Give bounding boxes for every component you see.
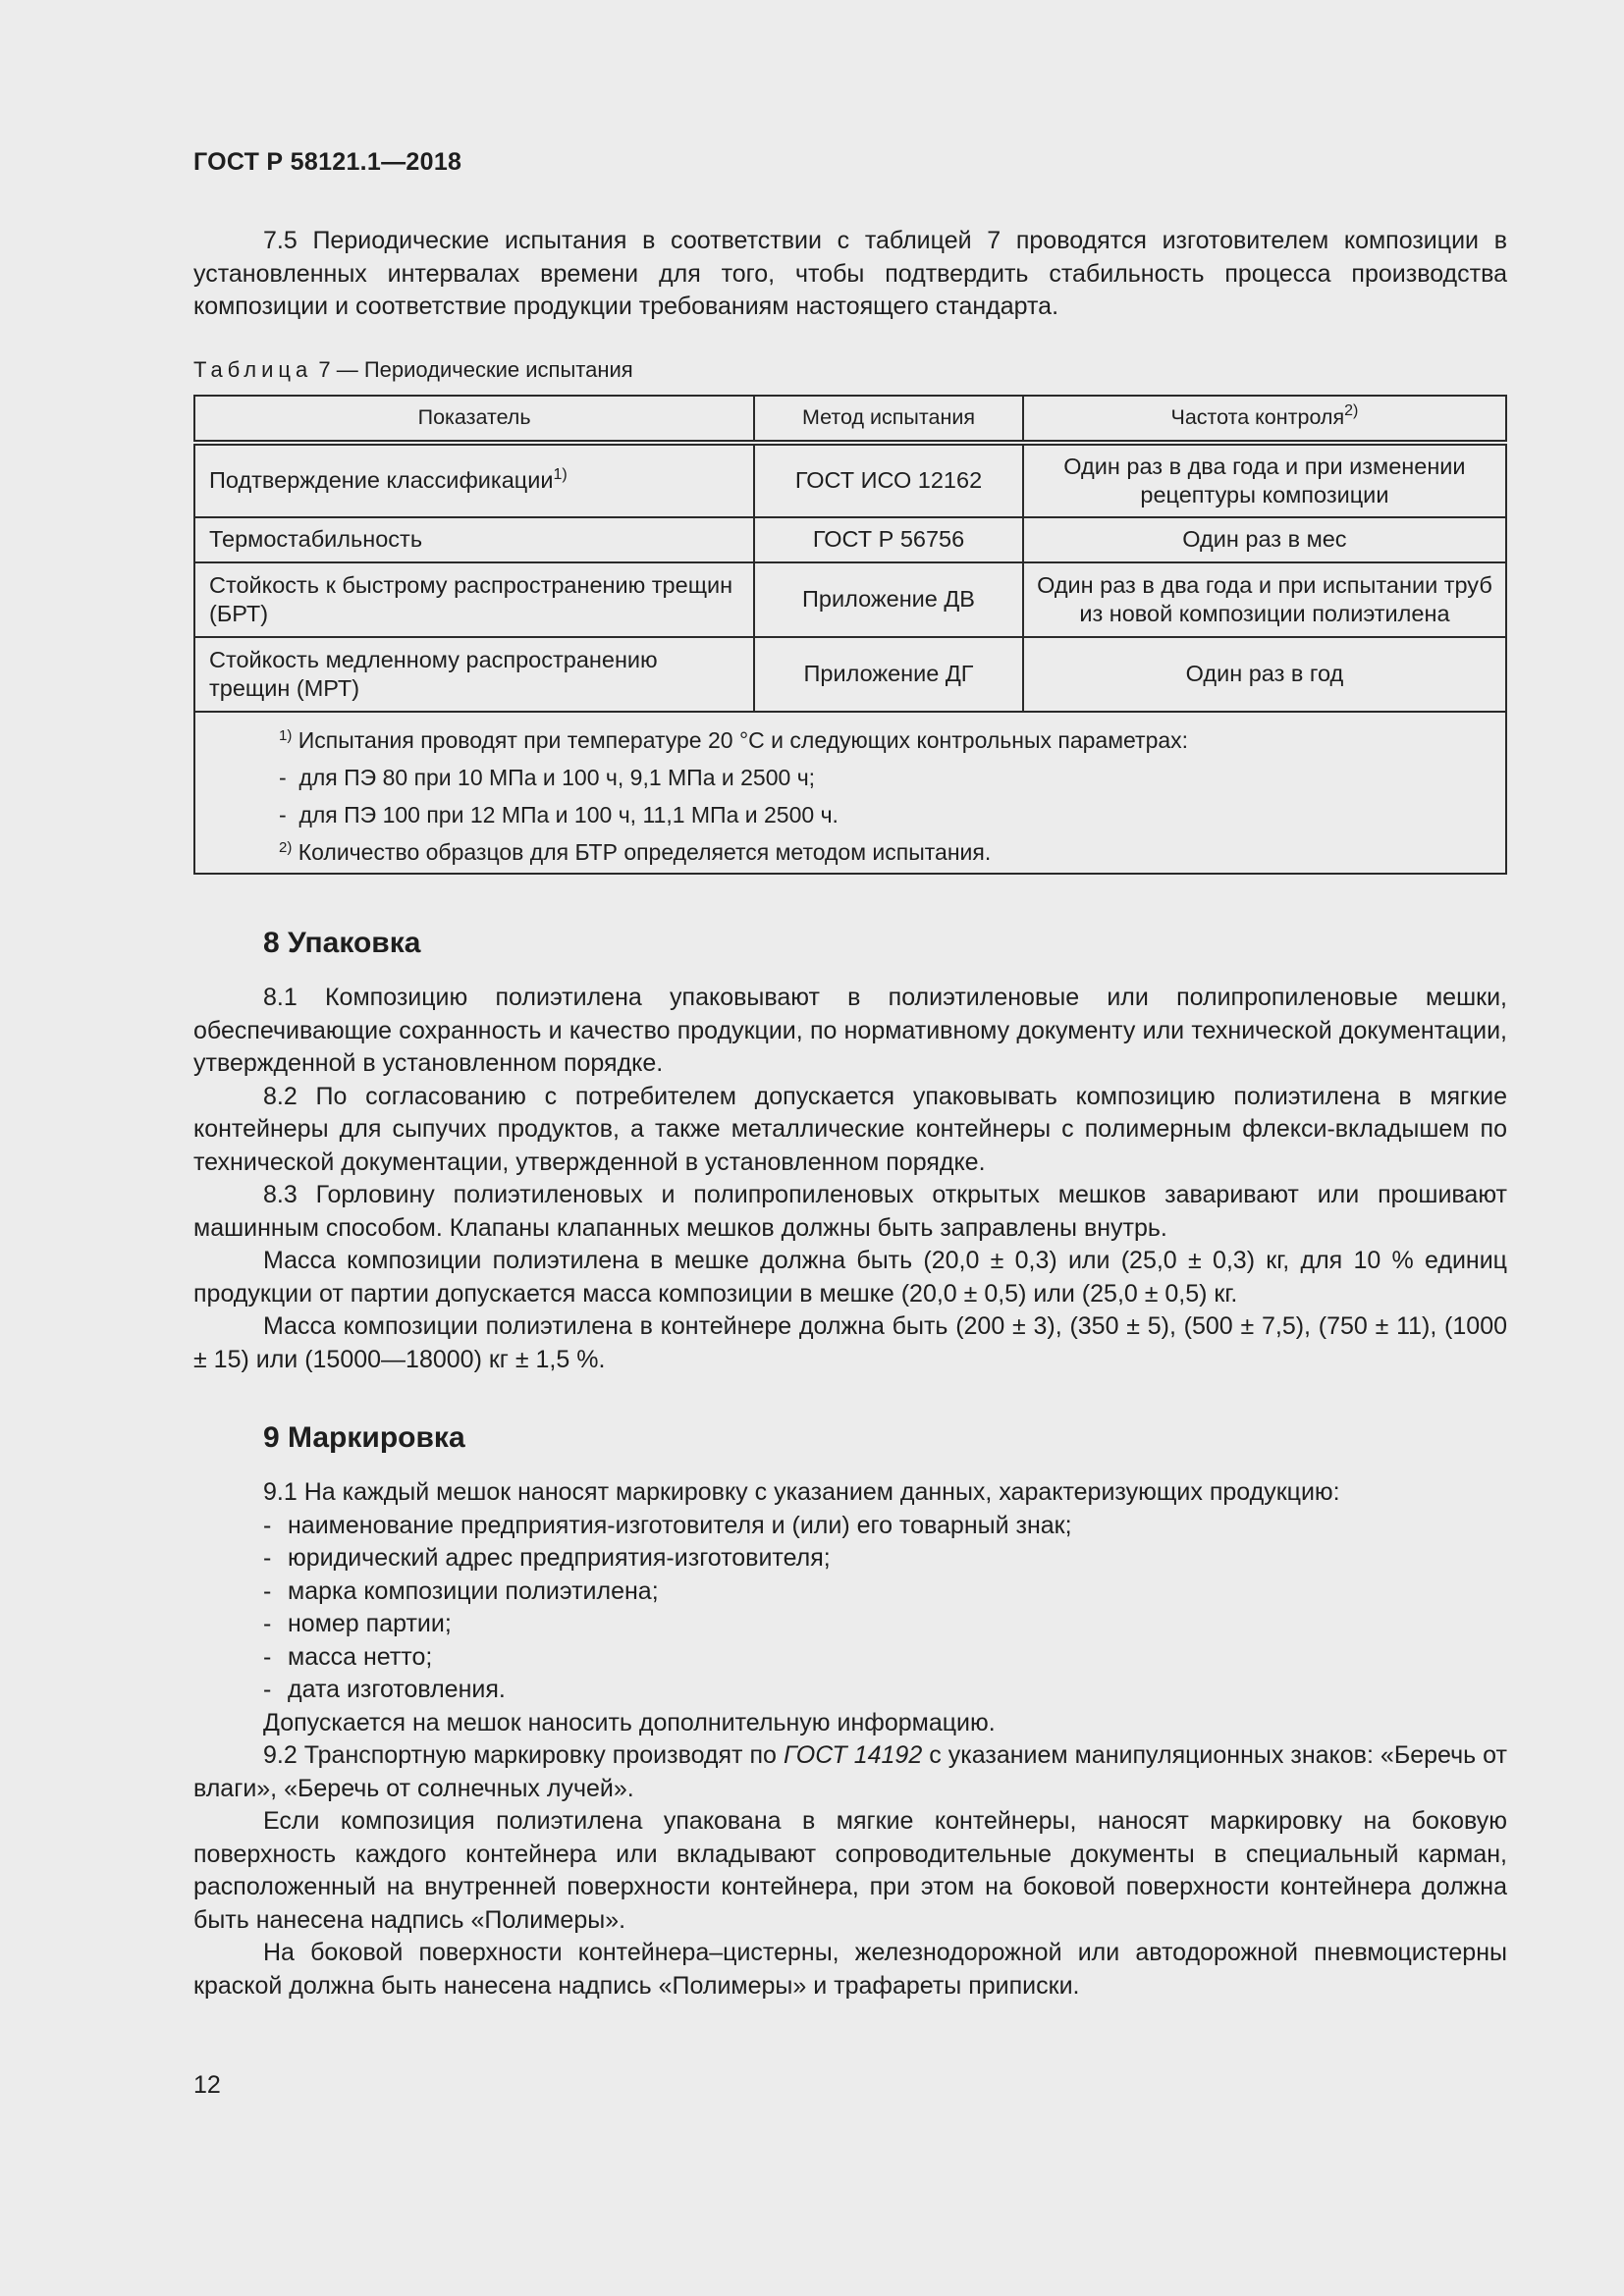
paragraph-soft-containers: Если композиция полиэтилена упакована в мягкие контейнеры, наносят маркировку на боковую поверхность каждого контейнера или вкладывают сопроводительные документы в специальный карман, расположенный на внутренней поверхности контейнера, при этом на боковой поверхности контейнера должна быть нанесена надпись «Полимеры». [193, 1807, 1507, 1934]
cell-frequency: Один раз в год [1023, 637, 1506, 712]
table-row [194, 443, 1506, 517]
paragraph-8-3: 8.3 Горловину полиэтиленовых и полипропиленовых открытых мешков заваривают или прошивают машинным способом. Клапаны клапанных мешков должны быть заправлены внутрь. [193, 1181, 1507, 1242]
footnote-1-mark: 1) [279, 727, 293, 744]
header-frequency-footnote-mark: 2) [1344, 402, 1359, 420]
section-8-heading: 8 Упаковка [263, 927, 421, 959]
cell-indicator: Стойкость медленному распространению трещин (МРТ) [194, 637, 754, 712]
cell-indicator: Стойкость к быстрому распространению трещин (БРТ) [194, 562, 754, 637]
list-item-text: юридический адрес предприятия-изготовителя; [288, 1544, 831, 1572]
gost-reference-link[interactable]: ГОСТ 14192 [783, 1741, 923, 1769]
table-row [194, 517, 1506, 562]
footnote-2 [195, 833, 1505, 871]
section-9-heading: 9 Маркировка [263, 1421, 465, 1454]
footnote-1-text: Испытания проводят при температуре 20 °С и следующих контрольных параметрах: [292, 727, 1189, 753]
paragraph-9-2-end: с указанием манипуляционных знаков: «Беречь от влаги», «Беречь от солнечных лучей». [193, 1741, 1507, 1802]
paragraph-mass-bag: Масса композиции полиэтилена в мешке должна быть (20,0 ± 0,3) или (25,0 ± 0,3) кг, для 10 % единиц продукции от партии допускается масса композиции в мешке (20,0 ± 0,5) или (25,0 ± 0,5) кг. [193, 1247, 1507, 1308]
cell-method: Приложение ДГ [754, 637, 1023, 712]
page-number: 12 [193, 2071, 221, 2099]
list-item: - юридический адрес предприятия-изготовителя; [263, 1544, 831, 1572]
paragraph-tank-containers: На боковой поверхности контейнера–цистерны, железнодорожной или автодорожной пневмоцистерны краской должна быть нанесена надпись «Полимеры» и трафареты приписки. [193, 1939, 1507, 2000]
footnote-dash-text: для ПЭ 100 при 12 МПа и 100 ч, 11,1 МПа и 2500 ч. [298, 802, 839, 828]
footnote-mark: 1) [553, 466, 568, 484]
paragraph-mass-container: Масса композиции полиэтилена в контейнере должна быть (200 ± 3), (350 ± 5), (500 ± 7,5), (750 ± 11), (1000 ± 15) или (15000—18000) кг ± 1,5 %. [193, 1312, 1507, 1373]
table-row [194, 562, 1506, 637]
header-method: Метод испытания [754, 396, 1023, 443]
paragraph-8-1: 8.1 Композицию полиэтилена упаковывают в полиэтиленовые или полипропиленовые мешки, обеспечивающие сохранность и качество продукции, по нормативному документу или технической документации, утвержденной в установленном порядке. [193, 984, 1507, 1077]
footnote-2-text: Количество образцов для БТР определяется методом испытания. [292, 839, 992, 865]
paragraph-7-5: 7.5 Периодические испытания в соответствии с таблицей 7 проводятся изготовителем композиции в установленных интервалах времени для того, чтобы подтвердить стабильность процесса производства композиции и соответствие продукции требованиям настоящего стандарта. [193, 227, 1507, 320]
table-caption-text: 7 — Периодические испытания [312, 357, 633, 382]
table-caption [193, 357, 1507, 383]
footnote-2-mark: 2) [279, 839, 293, 856]
cell-method: ГОСТ ИСО 12162 [754, 443, 1023, 517]
cell-indicator: Термостабильность [194, 517, 754, 562]
table-notes [195, 713, 1505, 873]
list-item-text: марка композиции полиэтилена; [288, 1576, 659, 1605]
cell-frequency: Один раз в два года и при изменении рецептуры композиции [1023, 443, 1506, 517]
list-item: - наименование предприятия-изготовителя и (или) его товарный знак; [263, 1511, 1072, 1539]
paragraph-9-2-start: 9.2 Транспортную маркировку производят по [263, 1741, 784, 1769]
table-header-row [194, 396, 1506, 443]
table-notes-row [194, 712, 1506, 874]
list-item-text: масса нетто; [288, 1642, 433, 1671]
cell-indicator-text: Подтверждение классификации [209, 467, 554, 494]
table-7-block [193, 357, 1507, 875]
section-8 [193, 927, 1507, 1376]
table-notes-cell [194, 712, 1506, 874]
table-caption-label: Таблица [193, 357, 313, 382]
list-item: - номер партии; [263, 1610, 452, 1637]
paragraph-additional-info: Допускается на мешок наносить дополнительную информацию. [263, 1708, 996, 1736]
list-item-text: дата изготовления. [288, 1676, 506, 1703]
paragraph-9-2 [193, 1739, 1507, 1805]
cell-method: Приложение ДВ [754, 562, 1023, 637]
list-item: - марка композиции полиэтилена; [263, 1576, 659, 1605]
paragraph-8-2: 8.2 По согласованию с потребителем допускается упаковывать композицию полиэтилена в мягкие контейнеры для сыпучих продуктов, а также металлические контейнеры с полимерным флекси-вкладышем по технической документации, утвержденной в установленном порядке. [193, 1082, 1507, 1176]
list-item-text: наименование предприятия-изготовителя и (или) его товарный знак; [288, 1511, 1072, 1539]
intro-block [193, 225, 1507, 324]
footnote-dash-item: - для ПЭ 80 при 10 МПа и 100 ч, 9,1 МПа и 2500 ч; [279, 765, 816, 790]
section-9 [193, 1421, 1507, 2002]
cell-method: ГОСТ Р 56756 [754, 517, 1023, 562]
header-frequency-text: Частота контроля [1170, 405, 1345, 430]
cell-indicator [194, 443, 754, 517]
periodic-tests-table [193, 395, 1507, 875]
footnote-dash-text: для ПЭ 80 при 10 МПа и 100 ч, 9,1 МПа и 2500 ч; [298, 765, 816, 790]
list-item: - дата изготовления. [263, 1676, 506, 1703]
header-frequency [1023, 396, 1506, 443]
footnote-1 [195, 721, 1505, 759]
cell-frequency: Один раз в два года и при испытании труб из новой композиции полиэтилена [1023, 562, 1506, 637]
list-item-text: номер партии; [288, 1610, 452, 1637]
table-row [194, 637, 1506, 712]
document-header: ГОСТ Р 58121.1—2018 [193, 148, 462, 176]
cell-frequency: Один раз в мес [1023, 517, 1506, 562]
paragraph-9-1: 9.1 На каждый мешок наносят маркировку с указанием данных, характеризующих продукцию: [263, 1478, 1340, 1506]
footnote-dash-item: - для ПЭ 100 при 12 МПа и 100 ч, 11,1 МПа и 2500 ч. [279, 802, 839, 828]
header-indicator: Показатель [194, 396, 754, 443]
list-item: - масса нетто; [263, 1642, 433, 1671]
